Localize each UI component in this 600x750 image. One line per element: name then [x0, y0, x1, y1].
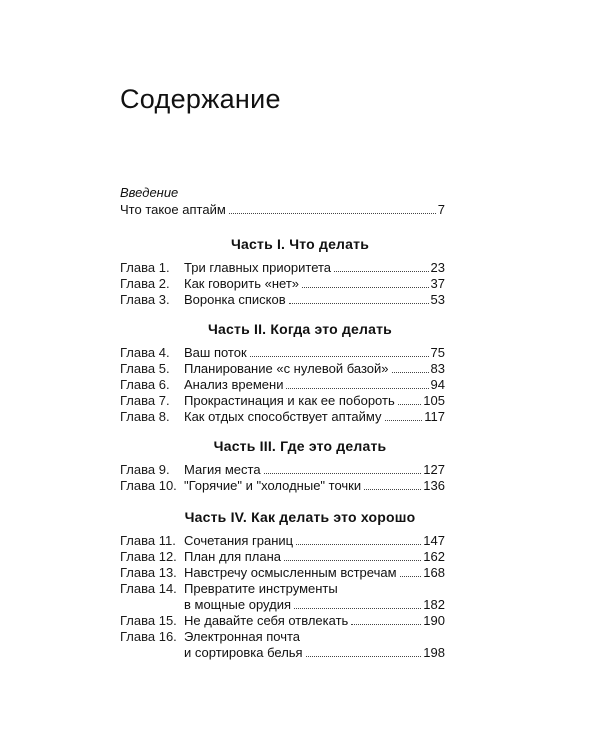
- intro-entry: [120, 202, 445, 217]
- toc-entry-chapter-10: [120, 478, 445, 494]
- chapter-label: Глава 3.: [120, 292, 170, 307]
- leader-dots: [294, 608, 421, 609]
- chapter-title-continued: в мощные орудия: [184, 597, 292, 612]
- leader-dots: [289, 303, 429, 304]
- leader-dots: [400, 576, 422, 577]
- leader-dots: [351, 624, 421, 625]
- chapter-title: Прокрастинация и как ее побороть: [184, 393, 395, 408]
- chapter-label: Глава 7.: [120, 393, 170, 408]
- leader-dots: [334, 271, 429, 272]
- chapter-label: Глава 15.: [120, 613, 177, 628]
- chapter-page: 23: [430, 260, 445, 275]
- leader-dots: [306, 656, 422, 657]
- chapter-title: "Горячие" и "холодные" точки: [184, 478, 362, 493]
- chapter-title: Сочетания границ: [184, 533, 294, 548]
- chapter-title: Планирование «с нулевой базой»: [184, 361, 389, 376]
- chapter-page: 168: [423, 565, 445, 580]
- leader-dots: [296, 544, 421, 545]
- chapter-page: 182: [423, 597, 445, 612]
- chapter-page: 190: [423, 613, 445, 628]
- chapter-label: Глава 8.: [120, 409, 170, 424]
- chapter-page: 75: [430, 345, 445, 360]
- chapter-title: Не давайте себя отвлекать: [184, 613, 349, 628]
- toc-entry-chapter-15: [120, 613, 445, 629]
- chapter-page: 94: [430, 377, 445, 392]
- chapter-page: 83: [430, 361, 445, 376]
- chapter-title: Воронка списков: [184, 292, 286, 307]
- chapter-title: Ваш поток: [184, 345, 247, 360]
- intro-entry-page: 7: [437, 202, 445, 217]
- toc-entry-chapter-7: [120, 393, 445, 409]
- chapter-label: Глава 4.: [120, 345, 170, 360]
- toc-entry-chapter-9: [120, 462, 445, 478]
- toc-entry-chapter-14: [120, 581, 445, 613]
- leader-dots: [250, 356, 429, 357]
- toc-entry-chapter-1: [120, 260, 445, 276]
- toc-entry-chapter-11: [120, 533, 445, 549]
- chapter-label: Глава 6.: [120, 377, 170, 392]
- toc-entry-chapter-16: [120, 629, 445, 661]
- chapter-page: 37: [430, 276, 445, 291]
- leader-dots: [364, 489, 421, 490]
- chapter-title: Магия места: [184, 462, 261, 477]
- chapter-page: 198: [423, 645, 445, 660]
- leader-dots: [392, 372, 429, 373]
- chapter-label: Глава 1.: [120, 260, 170, 275]
- chapter-label: Глава 11.: [120, 533, 176, 548]
- chapter-label: Глава 16.: [120, 629, 177, 644]
- chapter-page: 136: [423, 478, 445, 493]
- page-title: Содержание: [120, 84, 281, 114]
- toc-entry-chapter-6: [120, 377, 445, 393]
- chapter-title: Как говорить «нет»: [184, 276, 300, 291]
- chapter-title: Электронная почта: [184, 629, 301, 644]
- part-heading-3: Часть III. Где это делать: [213, 438, 387, 454]
- chapter-title: Как отдых способствует аптайму: [184, 409, 382, 424]
- chapter-title-continued: и сортировка белья: [184, 645, 303, 660]
- leader-dots: [286, 388, 428, 389]
- intro-entry-title: Что такое аптайм: [120, 202, 226, 217]
- chapter-title: Анализ времени: [184, 377, 284, 392]
- toc-entry-chapter-4: [120, 345, 445, 361]
- chapter-page: 105: [423, 393, 445, 408]
- chapter-label: Глава 14.: [120, 581, 177, 596]
- chapter-title: Навстречу осмысленным встречам: [184, 565, 397, 580]
- chapter-label: Глава 9.: [120, 462, 170, 477]
- toc-entry-chapter-2: [120, 276, 445, 292]
- toc-entry-chapter-12: [120, 549, 445, 565]
- intro-label: Введение: [120, 185, 179, 200]
- chapter-page: 127: [423, 462, 445, 477]
- leader-dots: [398, 404, 422, 405]
- toc-entry-chapter-8: [120, 409, 445, 425]
- chapter-page: 162: [423, 549, 445, 564]
- chapter-title: Три главных приоритета: [184, 260, 332, 275]
- chapter-label: Глава 2.: [120, 276, 170, 291]
- leader-dots: [264, 473, 422, 474]
- leader-dots: [284, 560, 421, 561]
- chapter-page: 147: [423, 533, 445, 548]
- part-heading-1: Часть I. Что делать: [231, 236, 369, 252]
- chapter-page: 53: [430, 292, 445, 307]
- chapter-label: Глава 12.: [120, 549, 177, 564]
- leader-dots: [229, 213, 436, 214]
- chapter-page: 117: [424, 409, 445, 424]
- chapter-title: Превратите инструменты: [184, 581, 338, 596]
- part-heading-4: Часть IV. Как делать это хорошо: [184, 509, 416, 525]
- leader-dots: [302, 287, 429, 288]
- toc-entry-chapter-3: [120, 292, 445, 308]
- toc-entry-chapter-5: [120, 361, 445, 377]
- chapter-title: План для плана: [184, 549, 282, 564]
- chapter-label: Глава 10.: [120, 478, 177, 493]
- toc-entry-chapter-13: [120, 565, 445, 581]
- chapter-label: Глава 5.: [120, 361, 170, 376]
- leader-dots: [385, 420, 423, 421]
- part-heading-2: Часть II. Когда это делать: [208, 321, 392, 337]
- chapter-label: Глава 13.: [120, 565, 177, 580]
